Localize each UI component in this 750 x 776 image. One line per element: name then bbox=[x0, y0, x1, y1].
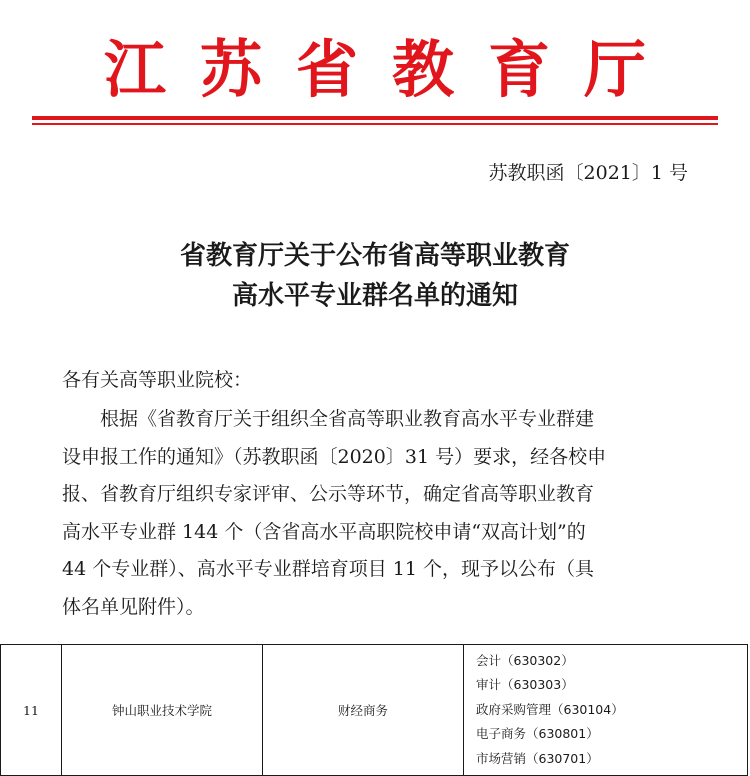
letterhead-title: 江苏省教育厅 bbox=[103, 33, 680, 106]
letterhead-rule-thick bbox=[32, 116, 718, 120]
body-line: 44 个专业群）、高水平专业群培育项目 11 个，现予以公布（具 bbox=[62, 558, 594, 580]
major-group-cell: 财经商务 bbox=[263, 645, 464, 776]
document-number: 苏教职函〔2021〕1 号 bbox=[488, 162, 688, 184]
body-line: 根据《省教育厅关于组织全省高等职业教育高水平专业群建 bbox=[100, 408, 595, 430]
majors-cell bbox=[464, 645, 748, 776]
table-row bbox=[1, 645, 748, 776]
school-name-cell: 钟山职业技术学院 bbox=[62, 645, 263, 776]
notice-title-line-1: 省教育厅关于公布省高等职业教育 bbox=[179, 241, 570, 271]
attachment-table bbox=[0, 644, 748, 776]
body-line: 报、省教育厅组织专家评审、公示等环节，确定省高等职业教育 bbox=[62, 483, 595, 505]
body-paragraph bbox=[62, 401, 690, 626]
major-item: 会计（630302） bbox=[476, 652, 574, 668]
body-line: 高水平专业群 144 个（含省高水平高职院校申请“双高计划”的 bbox=[62, 520, 586, 543]
major-item: 电子商务（630801） bbox=[476, 726, 599, 742]
row-number-cell: 11 bbox=[1, 645, 62, 776]
major-item: 市场营销（630701） bbox=[476, 750, 599, 766]
major-item: 政府采购管理（630104） bbox=[476, 701, 624, 717]
notice-title-line-2: 高水平专业群名单的通知 bbox=[231, 281, 518, 311]
body-line: 体名单见附件）。 bbox=[62, 595, 205, 618]
salutation: 各有关高等职业院校： bbox=[62, 369, 253, 391]
body-line: 设申报工作的通知》（苏教职函〔2020〕31 号）要求，经各校申 bbox=[62, 445, 607, 468]
major-item: 审计（630303） bbox=[476, 677, 574, 693]
letterhead-rule-thin bbox=[32, 123, 718, 125]
